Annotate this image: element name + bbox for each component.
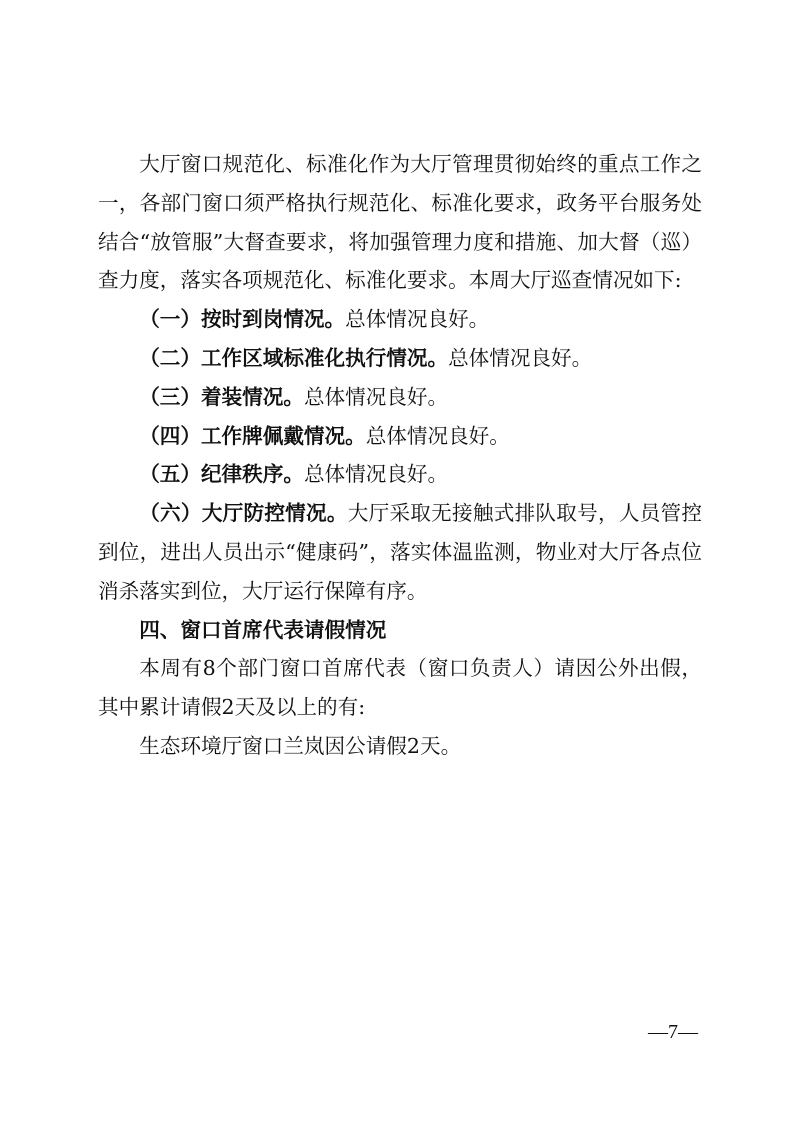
inspection-item-text: 总体情况良好。 bbox=[303, 462, 449, 487]
inspection-item-text: 大厅采取无接触式排队取号，人员管控到位，进出人员出示“健康码”，落实体温监测，物业对大厅各点位消杀落实到位，大厅运行保障有序。 bbox=[98, 501, 702, 603]
inspection-item-text: 总体情况良好。 bbox=[448, 345, 593, 370]
section-heading: 四、窗口首席代表请假情况 bbox=[139, 617, 387, 642]
document-body bbox=[98, 145, 702, 766]
leave-detail-paragraph: 生态环境厅窗口兰岚因公请假2天。 bbox=[139, 733, 462, 758]
inspection-item-title: （六）大厅防控情况。 bbox=[139, 501, 348, 526]
inspection-item-6 bbox=[98, 494, 702, 610]
inspection-item-title: （四）工作牌佩戴情况。 bbox=[139, 423, 366, 448]
intro-paragraph: 大厅窗口规范化、标准化作为大厅管理贯彻始终的重点工作之一，各部门窗口须严格执行规范化、标准化要求，政务平台服务处结合“放管服”大督查要求，将加强管理力度和措施、加大督（巡）查力度，落实各项规范化、标准化要求。本周大厅巡查情况如下: bbox=[98, 152, 702, 293]
inspection-item-1 bbox=[98, 300, 702, 339]
page-number: —7— bbox=[648, 1021, 698, 1043]
inspection-item-title: （五）纪律秩序。 bbox=[139, 462, 304, 487]
inspection-item-4 bbox=[98, 417, 702, 456]
inspection-item-3 bbox=[98, 378, 702, 417]
inspection-item-title: （一）按时到岗情况。 bbox=[139, 307, 346, 332]
inspection-item-text: 总体情况良好。 bbox=[303, 384, 449, 409]
inspection-item-title: （二）工作区域标准化执行情况。 bbox=[139, 345, 449, 370]
inspection-item-text: 总体情况良好。 bbox=[365, 423, 510, 448]
leave-summary-paragraph: 本周有8个部门窗口首席代表（窗口负责人）请因公外出假，其中累计请假2天及以上的有: bbox=[98, 656, 702, 720]
inspection-item-5 bbox=[98, 455, 702, 494]
inspection-item-title: （三）着装情况。 bbox=[139, 384, 304, 409]
inspection-item-text: 总体情况良好。 bbox=[345, 307, 490, 332]
inspection-item-2 bbox=[98, 339, 702, 378]
